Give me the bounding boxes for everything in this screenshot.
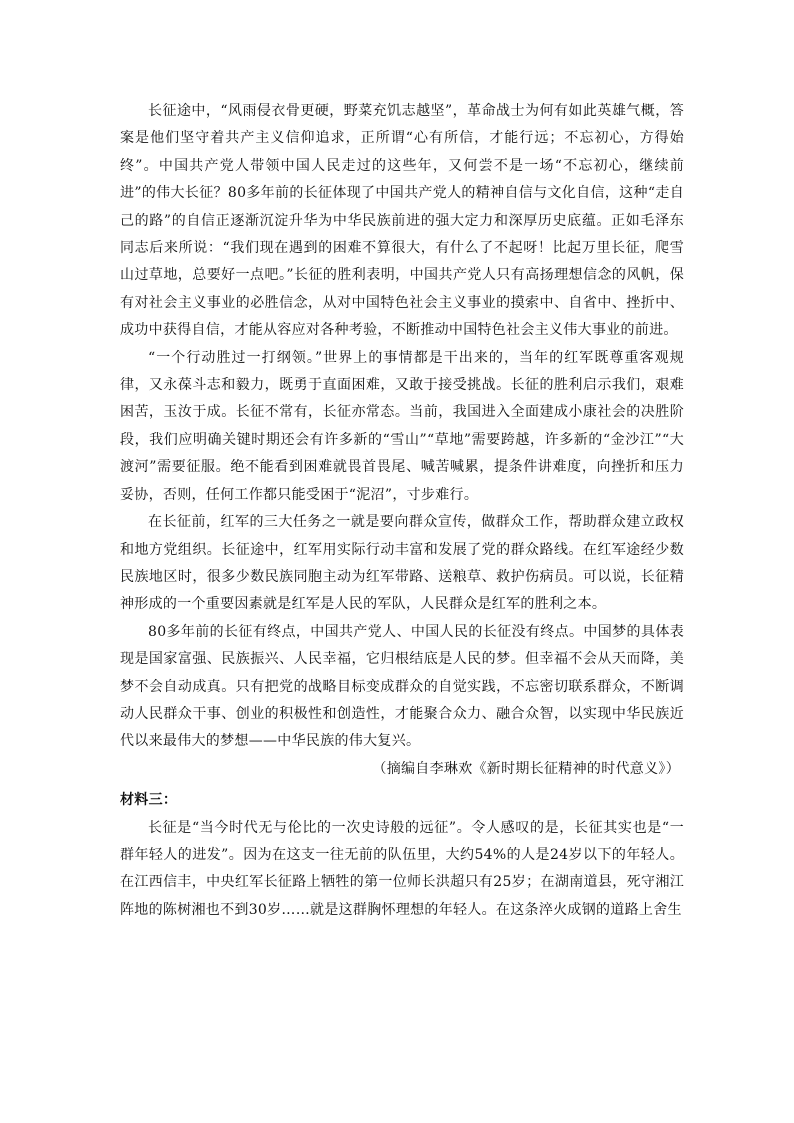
paragraph-1: 长征途中，“风雨侵衣骨更硬，野菜充饥志越坚”，革命战士为何有如此英雄气概，答案是他们坚守着共产主义信仰追求，正所谓“心有所信，才能行远；不忘初心，方得始终”。中国共产党人带领中国人民走过的这些年，又何尝不是一场“不忘初心，继续前进”的伟大长征？80多年前的长征体现了中国共产党人的精神自信与文化自信，这种“走自己的路”的自信正逐渐沉淀升华为中华民族前进的强大定力和深厚历史底蕴。正如毛泽东同志后来所说：“我们现在遇到的困难不算很大，有什么了不起呀！比起万里长征，爬雪山过草地，总要好一点吧。”长征的胜利表明，中国共产党人只有高扬理想信念的风帆，保有对社会主义事业的必胜信念，从对中国特色社会主义事业的摸索中、自省中、挫折中、成功中获得自信，才能从容应对各种考验，不断推动中国特色社会主义伟大事业的前进。 xyxy=(120,103,684,339)
source-citation: （摘编自李琳欢《新时期长征精神的时代意义》） xyxy=(372,760,680,777)
paragraph-3: 在长征前，红军的三大任务之一就是要向群众宣传，做群众工作，帮助群众建立政权和地方党组织。长征途中，红军用实际行动丰富和发展了党的群众路线。在红军途经少数民族地区时，很多少数民族同胞主动为红军带路、送粮草、救护伤病员。可以说，长征精神形成的一个重要因素就是红军是人民的军队，人民群众是红军的胜利之本。 xyxy=(120,514,684,613)
section-heading: 材料三： xyxy=(120,792,178,809)
paragraph-5: 长征是“当今时代无与伦比的一次史诗般的远征”。令人感叹的是，长征其实也是“一群年轻人的进发”。因为在这支一往无前的队伍里，大约54%的人是24岁以下的年轻人。在江西信丰，中央红军长征路上牺牲的第一位师长洪超只有25岁；在湖南道县，死守湘江阵地的陈树湘也不到30岁……就是这群胸怀理想的年轻人。在这条淬火成钢的道路上舍生 xyxy=(120,819,684,918)
paragraph-4: 80多年前的长征有终点，中国共产党人、中国人民的长征没有终点。中国梦的具体表现是国家富强、民族振兴、人民幸福，它归根结底是人民的梦。但幸福不会从天而降，美梦不会自动成真。只有把党的战略目标变成群众的自觉实践，不忘密切联系群众，不断调动人民群众干事、创业的积极性和创造性，才能聚合众力、融合众智，以实现中华民族近代以来最伟大的梦想——中华民族的伟大复兴。 xyxy=(120,623,684,750)
paragraph-2: “一个行动胜过一打纲领。”世界上的事情都是干出来的，当年的红军既尊重客观规律，又永葆斗志和毅力，既勇于直面困难，又敢于接受挑战。长征的胜利启示我们，艰难困苦，玉汝于成。长征不常有，长征亦常态。当前，我国进入全面建成小康社会的决胜阶段，我们应明确关键时期还会有许多新的“雪山”“草地”需要跨越，许多新的“金沙江”“大渡河”需要征服。绝不能看到困难就畏首畏尾、喊苦喊累，提条件讲难度，向挫折和压力妥协，否则，任何工作都只能受困于“泥沼”，寸步难行。 xyxy=(120,349,684,503)
